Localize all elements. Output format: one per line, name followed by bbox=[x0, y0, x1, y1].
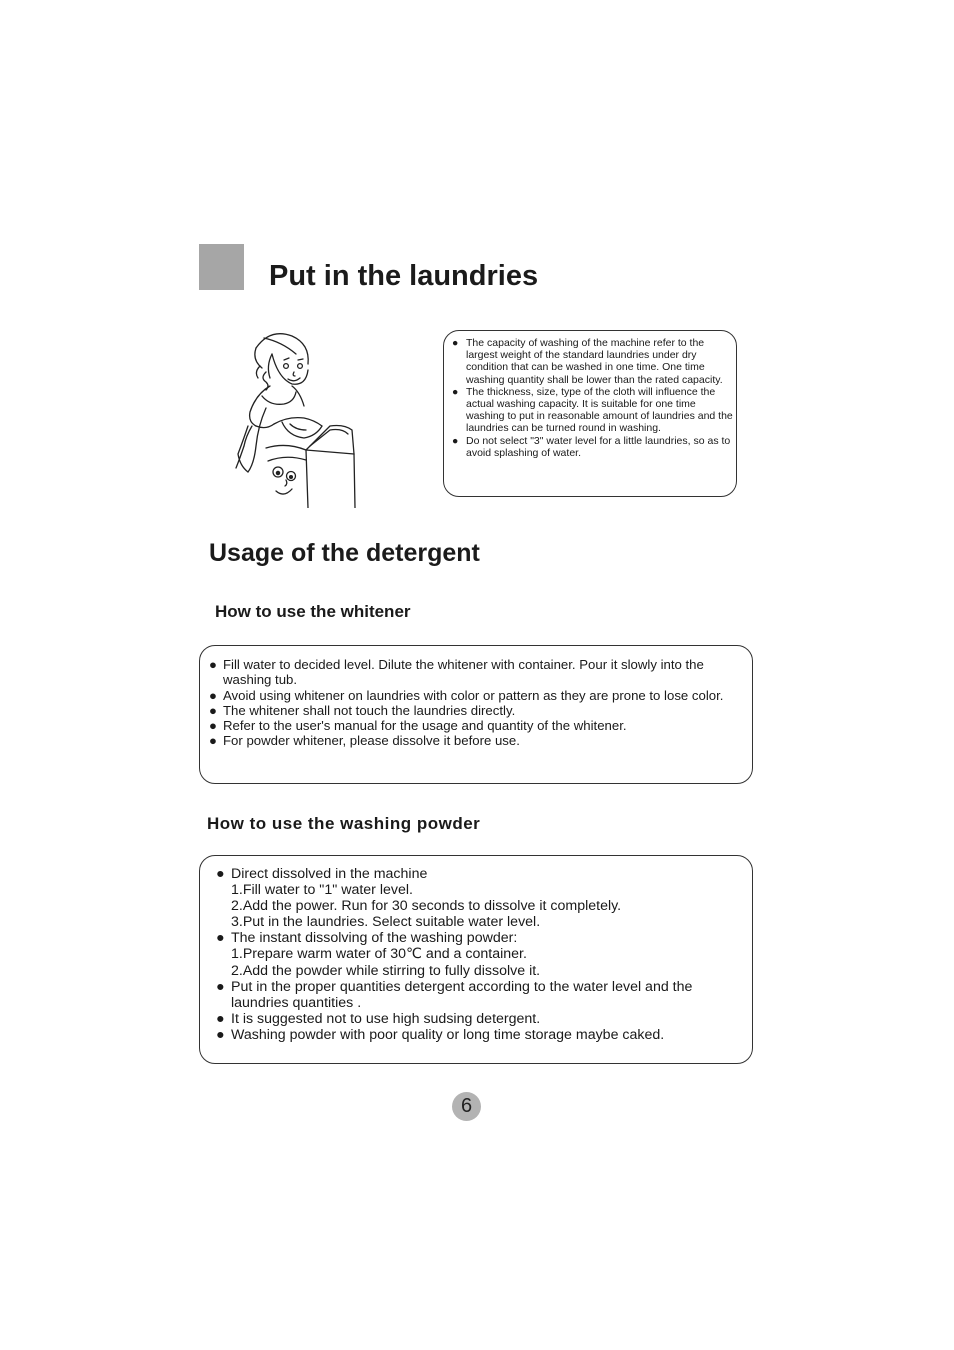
whitener-item: ● Avoid using whitener on laundries with color or pattern as they are prone to lose color. bbox=[209, 687, 724, 703]
capacity-info-item: ● Do not select "3" water level for a little laundries, so as to avoid splashing of water. bbox=[452, 434, 731, 459]
bullet-icon: ● bbox=[216, 1010, 225, 1027]
bullet-icon: ● bbox=[216, 1026, 225, 1043]
powder-item: ● Put in the proper quantities detergent according to the water level and the laundries quantities . bbox=[216, 978, 693, 1011]
subtitle-whitener: How to use the whitener bbox=[215, 602, 411, 621]
capacity-info-box bbox=[443, 330, 737, 497]
bullet-icon: ● bbox=[452, 337, 459, 349]
page-number: 6 bbox=[452, 1092, 481, 1121]
powder-item: ● Direct dissolved in the machine 1.Fill water to "1" water level. 2.Add the power. Run for 30 seconds to dissolve it completely. 3.Put in the laundries. Select suitable water level. bbox=[216, 866, 622, 931]
bullet-icon: ● bbox=[452, 385, 459, 398]
capacity-info-item: ● The thickness, size, type of the cloth will influence the actual washing capacity. It is suitable for one time washing to put in reasonable amount of laundries and the laundries can be turned round in washing. bbox=[452, 385, 733, 435]
powder-item: ● The instant dissolving of the washing powder: 1.Prepare warm water of 30℃ and a container. 2.Add the powder while stirring to fully dissolve it. bbox=[216, 930, 541, 979]
bullet-icon: ● bbox=[209, 687, 217, 703]
whitener-instructions-box bbox=[199, 645, 753, 784]
woman-loading-washer-illustration bbox=[226, 326, 358, 508]
section-title-detergent: Usage of the detergent bbox=[209, 539, 480, 567]
page-title-laundries: Put in the laundries bbox=[269, 260, 539, 292]
bullet-icon: ● bbox=[452, 434, 459, 447]
bullet-icon: ● bbox=[216, 930, 225, 947]
bullet-icon: ● bbox=[216, 978, 225, 995]
washing-powder-instructions-box bbox=[199, 855, 753, 1064]
whitener-item: ● The whitener shall not touch the laundries directly. bbox=[209, 702, 516, 718]
capacity-info-item: ● The capacity of washing of the machine refer to the largest weight of the standard laundries under dry condition that can be washed in one time. One time washing quantity shall be lower than the rated capacity. bbox=[452, 337, 723, 386]
section-marker-square bbox=[199, 244, 244, 290]
powder-item: ● Washing powder with poor quality or long time storage maybe caked. bbox=[216, 1026, 665, 1043]
powder-item: ● It is suggested not to use high sudsing detergent. bbox=[216, 1010, 541, 1027]
whitener-item: ● Fill water to decided level. Dilute the whitener with container. Pour it slowly into the washing tub. bbox=[209, 657, 704, 688]
bullet-icon: ● bbox=[209, 733, 217, 749]
bullet-icon: ● bbox=[209, 718, 217, 734]
whitener-item: ● For powder whitener, please dissolve it before use. bbox=[209, 733, 520, 749]
bullet-icon: ● bbox=[216, 866, 225, 882]
whitener-item: ● Refer to the user's manual for the usage and quantity of the whitener. bbox=[209, 718, 627, 734]
bullet-icon: ● bbox=[209, 702, 217, 718]
subtitle-washing-powder: How to use the washing powder bbox=[207, 814, 481, 833]
bullet-icon: ● bbox=[209, 657, 217, 672]
